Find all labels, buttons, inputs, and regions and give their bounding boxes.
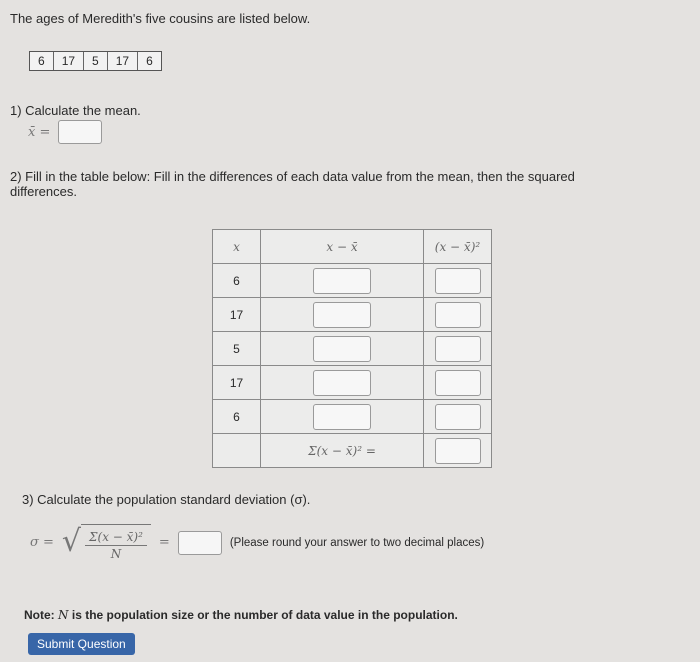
deviation-input[interactable] [313,370,371,396]
data-value: 6 [30,52,54,70]
sigma-symbol: σ = [30,535,54,550]
note-symbol: N [58,608,69,622]
data-value: 17 [54,52,84,70]
std-dev-input[interactable] [178,531,222,555]
fraction-numerator: Σ(x − x̄)² [85,530,147,546]
x-value: 6 [213,400,261,434]
table-row [213,298,492,332]
data-values-strip [29,51,162,71]
squared-deviation-input[interactable] [435,404,481,430]
sum-squared-input[interactable] [435,438,481,464]
fraction [85,530,147,561]
sum-label: Σ(x − x̄)² = [308,443,376,458]
deviation-input[interactable] [313,336,371,362]
table-row [213,332,492,366]
x-value: 6 [213,264,261,298]
table-row [213,264,492,298]
squared-deviation-input[interactable] [435,336,481,362]
data-value: 5 [84,52,108,70]
submit-question-button[interactable]: Submit Question [28,633,135,655]
mean-symbol: x̄ = [28,124,51,140]
equals-sign: = [158,535,170,550]
mean-row [28,120,102,144]
question-2-label: 2) Fill in the table below: Fill in the differences of each data value from the mean, then the squared differences. [10,169,575,199]
squared-deviation-input[interactable] [435,370,481,396]
data-value: 6 [146,54,153,68]
rounding-note: (Please round your answer to two decimal places) [229,536,485,549]
deviation-input[interactable] [313,404,371,430]
deviation-table [212,229,492,468]
mean-input[interactable] [58,120,102,144]
header-deviation: x − x̄ [261,230,424,264]
table-sum-row [213,434,492,468]
fraction-denominator: N [110,547,122,561]
squared-deviation-input[interactable] [435,302,481,328]
x-value: 5 [213,332,261,366]
question-1-label: 1) Calculate the mean. [10,103,141,118]
table-row [213,366,492,400]
intro-text: The ages of Meredith's five cousins are listed below. [10,11,311,26]
note-body: is the population size or the number of data value in the population. [71,608,458,622]
radical-sign: √ [61,524,82,559]
std-dev-row [30,524,484,561]
note-prefix: Note: [24,608,55,622]
sqrt-formula [62,524,151,561]
table-header-row [213,230,492,264]
data-value: 17 [108,52,138,70]
deviation-input[interactable] [313,268,371,294]
header-x: x [213,230,261,264]
squared-deviation-input[interactable] [435,268,481,294]
header-squared-deviation: (x − x̄)² [424,230,492,264]
x-value: 17 [213,298,261,332]
table-row [213,400,492,434]
x-value: 17 [213,366,261,400]
question-3-label: 3) Calculate the population standard deviation (σ). [22,492,311,507]
deviation-input[interactable] [313,302,371,328]
note-text [24,608,458,622]
